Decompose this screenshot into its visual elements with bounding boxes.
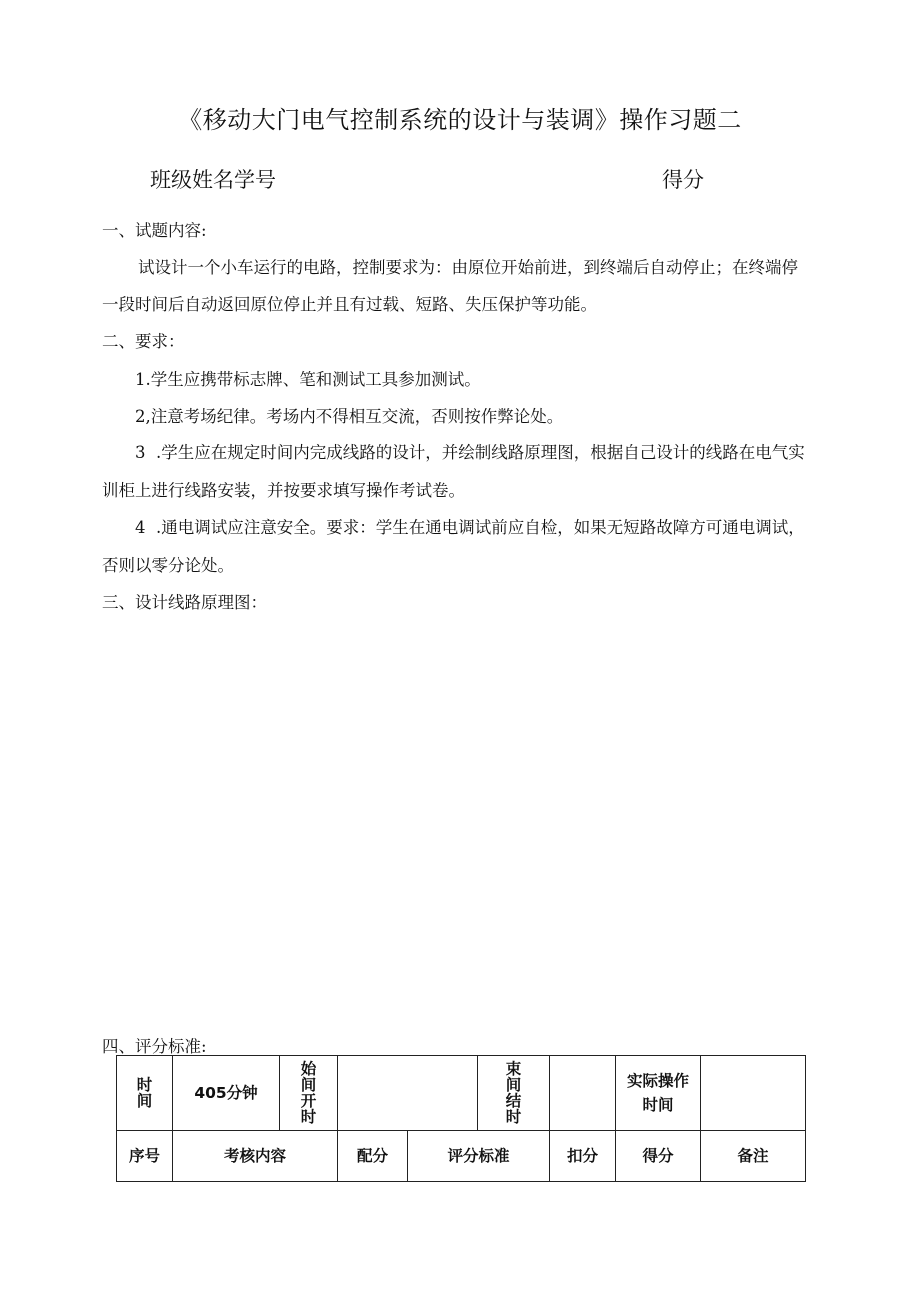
section2-heading: 二、要求： (102, 332, 185, 351)
page-title: 《移动大门电气控制系统的设计与装调》操作习题二 (178, 106, 742, 134)
requirement-3-line1: 3 .学生应在规定时间内完成线路的设计，并绘制线路原理图，根据自己设计的线路在电气实 (135, 443, 805, 462)
header-points: 配分 (338, 1131, 408, 1182)
table-row (117, 1056, 806, 1131)
header-seq: 序号 (117, 1131, 173, 1182)
section3-heading: 三、设计线路原理图： (102, 593, 267, 612)
class-name-id-label: 班级姓名学号 (150, 168, 276, 192)
time-value: 405分钟 (194, 1084, 258, 1102)
requirement-2: 2,注意考场纪律。考场内不得相互交流，否则按作弊论处。 (135, 407, 564, 426)
section1-text-line1: 试设计一个小车运行的电路，控制要求为：由原位开始前进，到终端后自动停止；在终端停 (138, 258, 798, 277)
end-time-label: 束间结时 (505, 1059, 522, 1126)
end-time-value-cell[interactable] (550, 1056, 616, 1131)
section1-heading: 一、试题内容: (102, 221, 207, 240)
header-criteria: 评分标准 (408, 1131, 550, 1182)
requirement-4-line2: 否则以零分论处。 (102, 556, 234, 575)
time-value-cell (173, 1056, 280, 1131)
start-time-label-cell (280, 1056, 338, 1131)
header-deduction: 扣分 (550, 1131, 616, 1182)
section1-text-line2: 一段时间后自动返回原位停止并且有过载、短路、失压保护等功能。 (102, 295, 597, 314)
actual-time-label-cell (616, 1056, 701, 1131)
actual-time-value-cell[interactable] (701, 1056, 806, 1131)
end-time-label-cell (478, 1056, 550, 1131)
start-time-label: 始间开时 (300, 1059, 317, 1126)
header-score: 得分 (616, 1131, 701, 1182)
time-label: 时间 (136, 1075, 153, 1110)
header-content: 考核内容 (173, 1131, 338, 1182)
time-label-cell (117, 1056, 173, 1131)
requirement-3-line2: 训柜上进行线路安装，并按要求填写操作考试卷。 (102, 481, 465, 500)
requirement-1: 1.学生应携带标志牌、笔和测试工具参加测试。 (135, 370, 481, 389)
section4-heading: 四、评分标准: (102, 1037, 207, 1056)
table-row (117, 1131, 806, 1182)
score-label: 得分 (662, 168, 704, 192)
actual-time-label: 实际操作时间 (626, 1072, 689, 1114)
start-time-value-cell[interactable] (338, 1056, 478, 1131)
scoring-table (116, 1055, 806, 1182)
requirement-4-line1: 4 .通电调试应注意安全。要求：学生在通电调试前应自检，如果无短路故障方可通电调试， (135, 518, 805, 537)
header-remarks: 备注 (701, 1131, 806, 1182)
